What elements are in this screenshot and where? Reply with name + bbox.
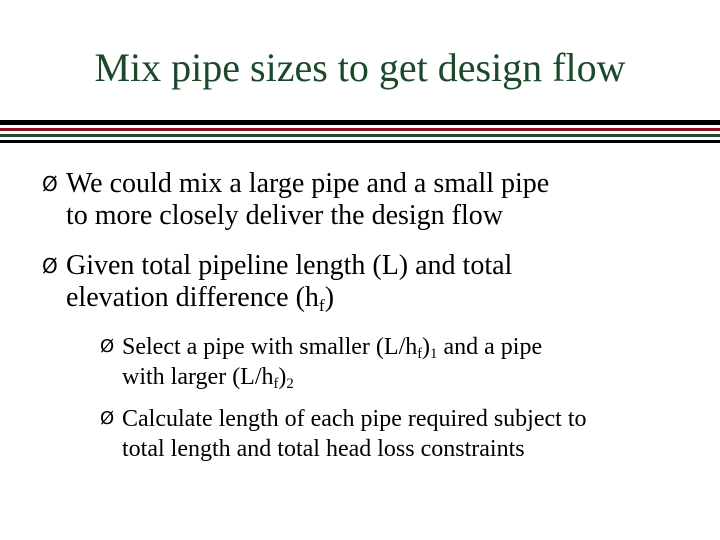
- subbullet-select-pipe: [100, 332, 702, 393]
- text-run: Select a pipe with smaller (L/h: [122, 334, 418, 360]
- title-rule-green: [0, 134, 720, 137]
- bullet-given-length: [42, 250, 686, 316]
- text-run: elevation difference (h: [66, 282, 319, 313]
- subscript: 1: [430, 346, 438, 363]
- title-rule-red: [0, 128, 720, 131]
- subscript: 2: [286, 376, 294, 393]
- bullet-mix-pipes: [42, 168, 686, 232]
- subscript: f: [273, 376, 279, 393]
- right-arrowhead-icon: Ø: [100, 408, 115, 429]
- bullet-line: to more closely deliver the design flow: [66, 200, 503, 231]
- subbullet-line: total length and total head loss constraints: [122, 436, 525, 462]
- slide-title: Mix pipe sizes to get design flow: [94, 45, 626, 90]
- bullet-line: We could mix a large pipe and a small pipe: [66, 168, 550, 199]
- bullet-line: Given total pipeline length (L) and total: [66, 250, 513, 281]
- right-arrowhead-icon: Ø: [42, 172, 58, 196]
- text-run: ): [422, 334, 431, 360]
- subbullet-calculate-length: [100, 404, 702, 464]
- subbullet-line: [122, 362, 702, 392]
- text-run: ): [324, 282, 335, 313]
- title-rule-black-thick: [0, 120, 720, 125]
- title-rule-black-thin: [0, 140, 720, 143]
- text-run: ): [278, 364, 287, 390]
- bullet-line: [66, 282, 686, 314]
- text-run: and a pipe: [437, 334, 543, 360]
- text-run: with larger (L/h: [122, 364, 274, 390]
- right-arrowhead-icon: Ø: [100, 336, 115, 357]
- right-arrowhead-icon: Ø: [42, 254, 58, 278]
- subbullet-line: [122, 332, 702, 362]
- subbullet-line: Calculate length of each pipe required subject to: [122, 406, 587, 432]
- subscript: f: [318, 296, 325, 316]
- subscript: f: [417, 346, 423, 363]
